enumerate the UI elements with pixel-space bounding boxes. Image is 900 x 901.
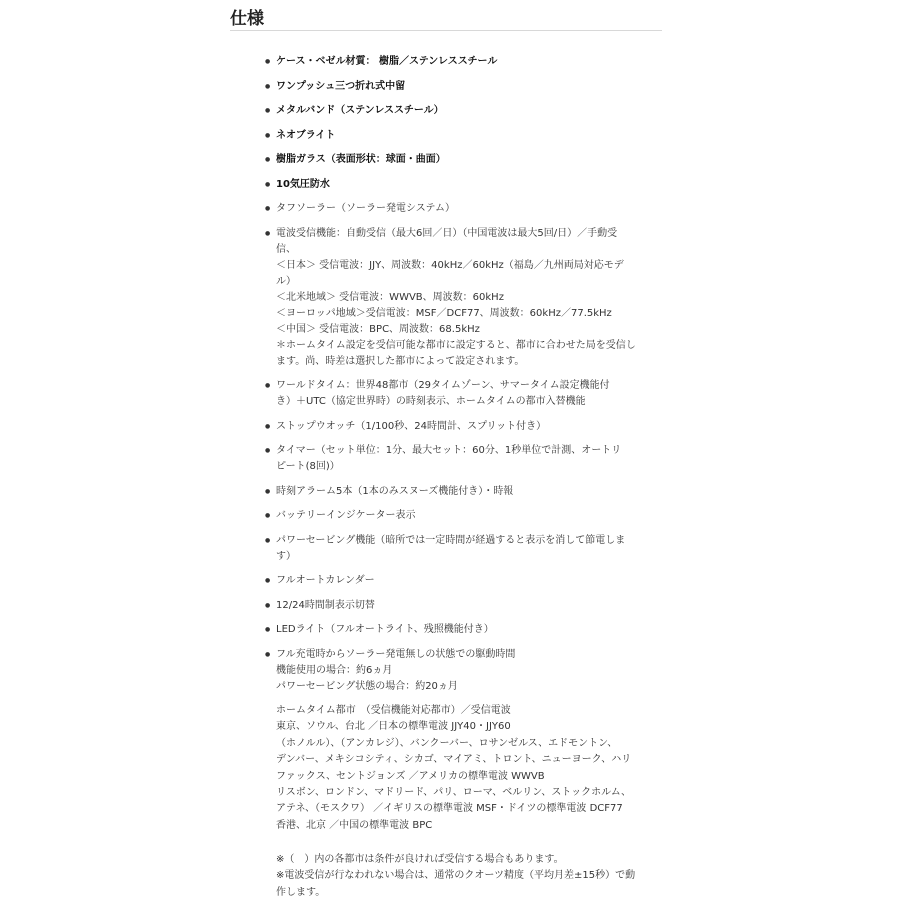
spec-line: ピート(8回)） (276, 461, 340, 472)
spec-line: ● ワールドタイム：世界48都市（29タイムゾーン、サマータイム設定機能付 (276, 380, 610, 391)
spec-line: ＜中国＞ 受信電波：BPC、周波数：68.5kHz (276, 323, 480, 335)
spec-line: ● タイマー（セット単位：1分、最大セット：60分、1秒単位で計測、オートリ (276, 445, 622, 456)
spec-item (262, 573, 662, 589)
spec-item (262, 226, 662, 370)
spec-line: す） (276, 550, 296, 562)
page-title: 仕様 (230, 9, 264, 29)
note-line: ※電波受信が行なわれない場合は、通常のクオーツ精度（平均月差±15秒）で動 (276, 870, 636, 882)
city-line: リスボン、ロンドン、マドリード、パリ、ローマ、ベルリン、ストックホルム、 (276, 787, 631, 799)
spec-line: ます。尚、時差は選択した都市によって設定されます。 (276, 355, 525, 367)
spec-line: 機能使用の場合：約6ヵ月 (276, 664, 393, 676)
city-line: 香港、北京 ／中国の標準電波 BPC (276, 819, 433, 831)
spec-item (262, 419, 662, 435)
spec-line: ● 電波受信機能：自動受信（最大6回／日）（中国電波は最大5回/日）／手動受 (276, 227, 618, 239)
spec-item (262, 201, 662, 217)
spec-item (262, 103, 662, 119)
spec-list (262, 54, 662, 703)
note-line: ※（ ）内の各都市は条件が良ければ受信する場合もあります。 (276, 854, 564, 865)
spec-line: ● ワンプッシュ三つ折れ式中留 (276, 80, 406, 92)
spec-item (262, 54, 662, 70)
spec-item (262, 508, 662, 524)
spec-line: ● 10気圧防水 (276, 178, 330, 190)
spec-line: ● フルオートカレンダー (276, 575, 375, 586)
spec-line: ● 樹脂ガラス（表面形状：球面・曲面） (276, 154, 446, 165)
spec-line: ● 時刻アラーム5本（1本のみスヌーズ機能付き）・時報 (276, 485, 514, 497)
city-line: ホームタイム都市 （受信機能対応都市）／受信電波 (276, 705, 511, 716)
spec-item (262, 79, 662, 95)
spec-line: ● バッテリーインジケーター表示 (276, 510, 416, 521)
city-line: 東京、ソウル、台北 ／日本の標準電波 JJY40・JJY60 (276, 721, 511, 733)
spec-line: ● ストップウオッチ（1/100秒、24時間計、スプリット付き） (276, 420, 547, 432)
spec-line: ● LEDライト（フルオートライト、残照機能付き） (276, 624, 494, 635)
spec-item (262, 177, 662, 193)
spec-item (262, 128, 662, 144)
home-time-cities (276, 703, 666, 834)
spec-item (262, 484, 662, 500)
spec-item (262, 622, 662, 638)
spec-line: き）＋UTC（協定世界時）の時刻表示、ホームタイムの都市入替機能 (276, 396, 586, 407)
spec-line: ● メタルバンド（ステンレススチール） (276, 105, 444, 116)
city-line: （ホノルル）、（アンカレジ）、バンクーバー、ロサンゼルス、エドモントン、 (276, 737, 618, 749)
spec-line: ＜日本＞ 受信電波：JJY、周波数：40kHz／60kHz（福島／九州両局対応モデ (276, 259, 624, 271)
spec-item (262, 647, 662, 695)
city-line: デンバー、メキシコシティ、シカゴ、マイアミ、トロント、ニューヨーク、ハリ (276, 754, 632, 766)
spec-item (262, 443, 662, 475)
spec-item (262, 533, 662, 565)
footnotes (276, 852, 666, 901)
spec-item (262, 598, 662, 614)
spec-line: ● パワーセービング機能（暗所では一定時間が経過すると表示を消して節電しま (276, 534, 626, 546)
city-line: ファックス、セントジョンズ ／アメリカの標準電波 WWVB (276, 770, 545, 782)
spec-item (262, 378, 662, 410)
spec-line: ● タフソーラー（ソーラー発電システム） (276, 203, 455, 214)
spec-line: ● フル充電時からソーラー発電無しの状態での駆動時間 (276, 648, 516, 660)
spec-line: ＊ホームタイム設定を受信可能な都市に設定すると、都市に合わせた局を受信し (276, 339, 636, 351)
spec-line: ＜北米地域＞ 受信電波：WWVB、周波数：60kHz (276, 291, 504, 303)
note-line: 作します。 (276, 886, 326, 898)
spec-line: 信、 (276, 243, 296, 255)
spec-line: ル） (276, 275, 296, 287)
spec-line: ＜ヨーロッパ地域＞受信電波：MSF／DCF77、周波数：60kHz／77.5kHz (276, 307, 612, 319)
spec-line: ● ネオブライト (276, 129, 336, 141)
spec-item (262, 152, 662, 168)
title-divider (230, 30, 662, 31)
city-line: アテネ、（モスクワ） ／イギリスの標準電波 MSF・ドイツの標準電波 DCF77 (276, 803, 623, 815)
spec-line: パワーセービング状態の場合：約20ヵ月 (276, 680, 458, 692)
spec-line: ● ケース・ベゼル材質： 樹脂／ステンレススチール (276, 56, 498, 67)
spec-line: ● 12/24時間制表示切替 (276, 599, 375, 611)
